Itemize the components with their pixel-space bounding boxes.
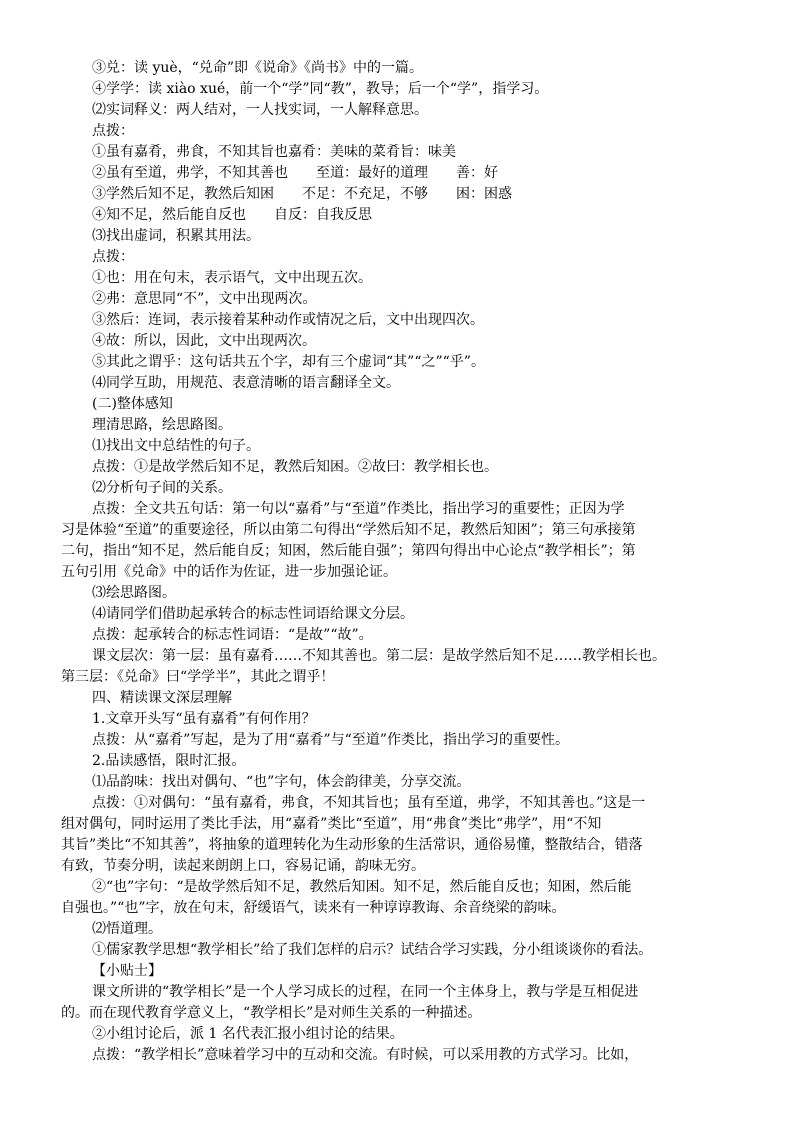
text-line: 理清思路，绘思路图。 (92, 417, 232, 433)
text-line: ③学然后知不足，教然后知困 不足：不充足，不够 困：困惑 (92, 186, 512, 202)
text-line: ⑷请同学们借助起承转合的标志性词语给课文分层。 (92, 606, 414, 622)
text-line: ④学学：读 xiào xué，前一个“学”同“教”，教导；后一个“学”，指学习。 (92, 81, 549, 97)
text-line: ①虽有嘉肴，弗食，不知其旨也嘉肴：美味的菜肴旨：味美 (92, 144, 456, 160)
text-line: 自强也。”“也”字，放在句末，舒缓语气，读来有一种谆谆教诲、余音绕梁的韵味。 (61, 900, 566, 916)
text-line: 有致，节奏分明，读起来朗朗上口，容易记诵，韵味无穷。 (61, 858, 425, 874)
text-line: 【小贴士】 (92, 963, 162, 979)
text-line: 点拨： (92, 123, 134, 139)
text-line: 课文层次：第一层：虽有嘉肴……不知其善也。第二层：是故学然后知不足……教学相长也。 (92, 648, 666, 664)
text-line: 2.品读感悟，限时汇报。 (92, 753, 246, 769)
text-line: ⑵实词释义：两人结对，一人找实词，一人解释意思。 (92, 102, 428, 118)
text-line: 点拨：①对偶句：“虽有嘉肴，弗食，不知其旨也；虽有至道，弗学，不知其善也。”这是一 (92, 795, 646, 811)
text-line: 组对偶句，同时运用了类比手法，用“嘉肴”类比“至道”，用“弗食”类比“弗学”，用“不知 (61, 816, 602, 832)
text-line: 其旨”类比“不知其善”，将抽象的道理转化为生动形象的生活常识，通俗易懂，整散结合，错落 (61, 837, 643, 853)
text-line: ④故：所以，因此，文中出现两次。 (92, 333, 316, 349)
text-line: ⑷同学互助，用规范、表意清晰的语言翻译全文。 (92, 375, 400, 391)
text-line: 点拨：“教学相长”意味着学习中的互动和交流。有时候，可以采用教的方式学习。比如， (92, 1047, 639, 1063)
text-line: 课文所讲的“教学相长”是一个人学习成长的过程，在同一个主体身上，教与学是互相促进 (92, 984, 639, 1000)
document-body (61, 58, 736, 1066)
text-line: 点拨：从“嘉肴”写起，是为了用“嘉肴”与“至道”作类比，指出学习的重要性。 (92, 732, 569, 748)
text-line: ②小组讨论后，派 1 名代表汇报小组讨论的结果。 (92, 1026, 404, 1042)
text-line: (二)整体感知 (92, 396, 173, 412)
text-line: ②虽有至道，弗学，不知其善也 至道：最好的道理 善：好 (92, 165, 498, 181)
text-line: ③然后：连词，表示接着某种动作或情况之后，文中出现四次。 (92, 312, 484, 328)
text-line: ⑴找出文中总结性的句子。 (92, 438, 260, 454)
text-line: 1.文章开头写“虽有嘉肴”有何作用？ (92, 711, 316, 727)
text-line: 四、精读课文深层理解 (92, 690, 232, 706)
text-line: ②“也”字句：“是故学然后知不足，教然后知困。知不足，然后能自反也；知困，然后能 (92, 879, 632, 895)
text-line: ⑴品韵味：找出对偶句、“也”字句，体会韵律美，分享交流。 (92, 774, 471, 790)
text-line: 点拨：起承转合的标志性词语：“是故”“故”。 (92, 627, 373, 643)
text-line: 点拨：全文共五句话：第一句以“嘉肴”与“至道”作类比，指出学习的重要性；正因为学 (92, 501, 625, 517)
text-line: ③兑：读 yuè，“兑命”即《说命》《尚书》中的一篇。 (92, 60, 423, 76)
text-line: ①儒家教学思想“教学相长”给了我们怎样的启示？试结合学习实践，分小组谈谈你的看法。 (92, 942, 653, 958)
text-line: 五句引用《兑命》中的话作为佐证，进一步加强论证。 (61, 564, 397, 580)
text-line: ⑵分析句子间的关系。 (92, 480, 232, 496)
text-line: 第三层：《兑命》曰“学学半”，其此之谓乎！ (61, 669, 335, 685)
text-line: ②弗：意思同“不”，文中出现两次。 (92, 291, 317, 307)
text-line: ⑤其此之谓乎：这句话共五个字，却有三个虚词“其”“之”“乎”。 (92, 354, 485, 370)
text-line: 点拨：①是故学然后知不足，教然后知困。②故曰：教学相长也。 (92, 459, 498, 475)
text-line: ⑶绘思路图。 (92, 585, 176, 601)
text-line: ⑶找出虚词，积累其用法。 (92, 228, 260, 244)
text-line: 二句，指出“知不足，然后能自反；知困，然后能自强”；第四句得出中心论点“教学相长”；第 (61, 543, 636, 559)
text-line: 点拨： (92, 249, 134, 265)
text-line: ⑵悟道理。 (92, 921, 162, 937)
text-line: 习是体验“至道”的重要途径，所以由第二句得出“学然后知不足，教然后知困”；第三句承接第 (61, 522, 636, 538)
text-line: 的。而在现代教育学意义上，“教学相长”是对师生关系的一种描述。 (61, 1005, 482, 1021)
text-line: ①也：用在句末，表示语气，文中出现五次。 (92, 270, 372, 286)
text-line: ④知不足，然后能自反也 自反：自我反思 (92, 207, 372, 223)
